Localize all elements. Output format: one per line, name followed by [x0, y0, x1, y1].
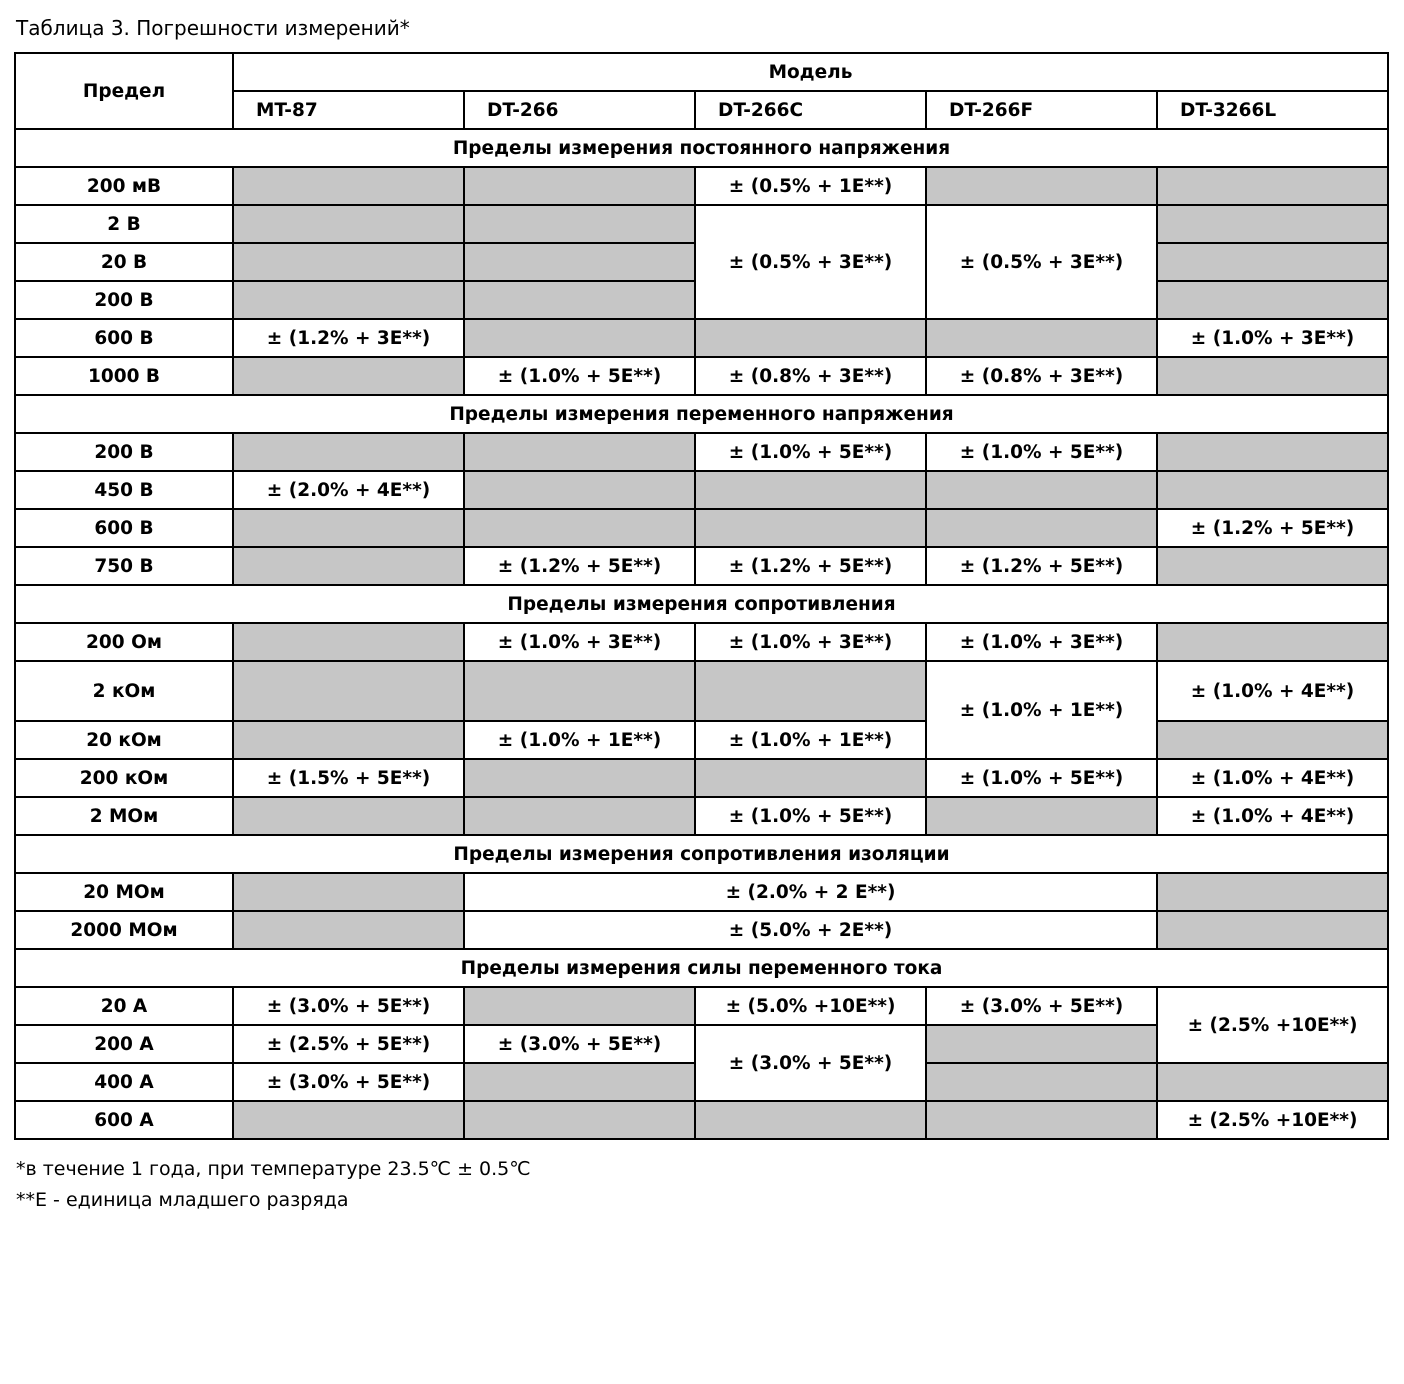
row-limit: 200 В [15, 281, 233, 319]
cell-dt-266: ± (1.2% + 5E**) [464, 547, 695, 585]
cell-dt-266c [695, 661, 926, 721]
section-header-row [15, 585, 1388, 623]
row-limit: 20 А [15, 987, 233, 1025]
cell-dt-3266l: ± (2.5% +10E**) [1157, 1101, 1388, 1139]
cell-mt-87 [233, 357, 464, 395]
row-limit: 2 МОм [15, 797, 233, 835]
measurement-accuracy-table [14, 52, 1389, 1140]
cell-dt-3266l [1157, 357, 1388, 395]
cell-mt-87 [233, 205, 464, 243]
table-row [15, 1101, 1388, 1139]
table-row [15, 167, 1388, 205]
cell-dt-266 [464, 471, 695, 509]
table-row [15, 911, 1388, 949]
cell-dt-266c [695, 1101, 926, 1139]
cell-dt-3266l [1157, 167, 1388, 205]
cell-dt-266f: ± (1.0% + 3E**) [926, 623, 1157, 661]
cell-dt-266c: ± (5.0% +10E**) [695, 987, 926, 1025]
cell-dt-266f [926, 1025, 1157, 1063]
header-model-dt-3266l: DT-3266L [1157, 91, 1388, 129]
cell-mt-87 [233, 547, 464, 585]
cell-dt-266c [695, 471, 926, 509]
cell-mt-87 [233, 509, 464, 547]
cell-dt-266f: ± (0.8% + 3E**) [926, 357, 1157, 395]
cell-dt-266c [695, 759, 926, 797]
cell-dt-266f: ± (3.0% + 5E**) [926, 987, 1157, 1025]
row-limit: 200 В [15, 433, 233, 471]
cell-mt-87 [233, 1101, 464, 1139]
table-row [15, 623, 1388, 661]
cell-dt-266c: ± (0.5% + 1E**) [695, 167, 926, 205]
header-model-mt-87: MT-87 [233, 91, 464, 129]
cell-mt-87 [233, 661, 464, 721]
cell-dt-266 [464, 797, 695, 835]
cell-dt-266 [464, 319, 695, 357]
cell-dt-266 [464, 167, 695, 205]
table-header [15, 53, 1388, 129]
table-body [15, 129, 1388, 1139]
row-limit: 2 кОм [15, 661, 233, 721]
cell-dt-3266l [1157, 205, 1388, 243]
cell-dt-266: ± (3.0% + 5E**) [464, 1025, 695, 1063]
cell-mt-87: ± (1.5% + 5E**) [233, 759, 464, 797]
row-limit: 2 В [15, 205, 233, 243]
cell-dt-266c: ± (1.0% + 5E**) [695, 433, 926, 471]
row-limit: 1000 В [15, 357, 233, 395]
row-limit: 2000 МОм [15, 911, 233, 949]
cell-dt-3266l: ± (1.0% + 4E**) [1157, 661, 1388, 721]
table-row [15, 661, 1388, 721]
section-title-ac-voltage: Пределы измерения переменного напряжения [15, 395, 1388, 433]
cell-dt-266c: ± (1.0% + 5E**) [695, 797, 926, 835]
cell-dt-266f [926, 797, 1157, 835]
header-model-dt-266: DT-266 [464, 91, 695, 129]
cell-mt-87: ± (1.2% + 3E**) [233, 319, 464, 357]
header-model-dt-266c: DT-266C [695, 91, 926, 129]
cell-dt-3266l: ± (1.2% + 5E**) [1157, 509, 1388, 547]
table-row [15, 759, 1388, 797]
cell-dt-266f [926, 1101, 1157, 1139]
cell-dt-266 [464, 281, 695, 319]
cell-dt-266-266c-266f: ± (5.0% + 2E**) [464, 911, 1157, 949]
cell-dt-266c: ± (3.0% + 5E**) [695, 1025, 926, 1101]
cell-dt-3266l [1157, 721, 1388, 759]
header-model-dt-266f: DT-266F [926, 91, 1157, 129]
cell-mt-87: ± (2.0% + 4E**) [233, 471, 464, 509]
row-limit: 750 В [15, 547, 233, 585]
note-least-significant-digit: **Е - единица младшего разряда [16, 1189, 349, 1211]
cell-dt-266f: ± (0.5% + 3E**) [926, 205, 1157, 319]
cell-dt-3266l [1157, 243, 1388, 281]
section-title-insulation: Пределы измерения сопротивления изоляции [15, 835, 1388, 873]
cell-dt-266c: ± (1.2% + 5E**) [695, 547, 926, 585]
table-row [15, 547, 1388, 585]
cell-mt-87 [233, 623, 464, 661]
cell-dt-266 [464, 1101, 695, 1139]
cell-mt-87 [233, 911, 464, 949]
cell-mt-87: ± (2.5% + 5E**) [233, 1025, 464, 1063]
cell-dt-266 [464, 433, 695, 471]
section-header-row [15, 949, 1388, 987]
table-row [15, 433, 1388, 471]
row-limit: 20 В [15, 243, 233, 281]
cell-mt-87: ± (3.0% + 5E**) [233, 987, 464, 1025]
section-title-resistance: Пределы измерения сопротивления [15, 585, 1388, 623]
cell-dt-3266l [1157, 911, 1388, 949]
cell-dt-3266l: ± (1.0% + 3E**) [1157, 319, 1388, 357]
cell-dt-3266l [1157, 547, 1388, 585]
cell-mt-87 [233, 243, 464, 281]
cell-dt-266 [464, 243, 695, 281]
header-limit: Предел [15, 53, 233, 129]
cell-dt-266 [464, 759, 695, 797]
cell-dt-266f: ± (1.0% + 5E**) [926, 759, 1157, 797]
table-row [15, 987, 1388, 1025]
cell-dt-266f [926, 319, 1157, 357]
cell-dt-266c [695, 509, 926, 547]
cell-dt-3266l: ± (2.5% +10E**) [1157, 987, 1388, 1063]
cell-dt-266 [464, 509, 695, 547]
cell-dt-266f [926, 509, 1157, 547]
cell-mt-87 [233, 433, 464, 471]
cell-dt-3266l [1157, 471, 1388, 509]
section-header-row [15, 129, 1388, 167]
row-limit: 450 В [15, 471, 233, 509]
header-row-top [15, 53, 1388, 91]
row-limit: 200 кОм [15, 759, 233, 797]
header-model: Модель [233, 53, 1388, 91]
row-limit: 200 мВ [15, 167, 233, 205]
cell-mt-87 [233, 797, 464, 835]
cell-dt-266f: ± (1.0% + 5E**) [926, 433, 1157, 471]
row-limit: 20 кОм [15, 721, 233, 759]
cell-dt-266c [695, 319, 926, 357]
cell-dt-266f [926, 1063, 1157, 1101]
row-limit: 200 А [15, 1025, 233, 1063]
cell-dt-3266l [1157, 1063, 1388, 1101]
cell-dt-266f [926, 471, 1157, 509]
cell-dt-3266l [1157, 433, 1388, 471]
cell-mt-87 [233, 281, 464, 319]
cell-dt-266c: ± (1.0% + 3E**) [695, 623, 926, 661]
cell-dt-266: ± (1.0% + 1E**) [464, 721, 695, 759]
table-row [15, 357, 1388, 395]
cell-dt-266c: ± (0.8% + 3E**) [695, 357, 926, 395]
cell-dt-266f: ± (1.2% + 5E**) [926, 547, 1157, 585]
cell-dt-3266l: ± (1.0% + 4E**) [1157, 797, 1388, 835]
cell-dt-3266l [1157, 623, 1388, 661]
row-limit: 600 В [15, 319, 233, 357]
table-row [15, 205, 1388, 243]
cell-dt-266: ± (1.0% + 5E**) [464, 357, 695, 395]
table-row [15, 319, 1388, 357]
cell-dt-266f [926, 167, 1157, 205]
cell-dt-266f: ± (1.0% + 1E**) [926, 661, 1157, 759]
cell-dt-266c: ± (0.5% + 3E**) [695, 205, 926, 319]
cell-dt-3266l: ± (1.0% + 4E**) [1157, 759, 1388, 797]
cell-dt-266c: ± (1.0% + 1E**) [695, 721, 926, 759]
cell-mt-87: ± (3.0% + 5E**) [233, 1063, 464, 1101]
cell-dt-3266l [1157, 873, 1388, 911]
section-title-dc-voltage: Пределы измерения постоянного напряжения [15, 129, 1388, 167]
cell-mt-87 [233, 721, 464, 759]
table-row [15, 721, 1388, 759]
table-row [15, 873, 1388, 911]
cell-dt-266: ± (1.0% + 3E**) [464, 623, 695, 661]
table-row [15, 797, 1388, 835]
cell-mt-87 [233, 167, 464, 205]
cell-dt-266 [464, 661, 695, 721]
table-row [15, 509, 1388, 547]
cell-mt-87 [233, 873, 464, 911]
table-notes [16, 1154, 1390, 1216]
table-caption: Таблица 3. Погрешности измерений* [16, 16, 410, 40]
section-header-row [15, 835, 1388, 873]
row-limit: 200 Ом [15, 623, 233, 661]
section-header-row [15, 395, 1388, 433]
row-limit: 20 МОм [15, 873, 233, 911]
cell-dt-266 [464, 205, 695, 243]
cell-dt-3266l [1157, 281, 1388, 319]
row-limit: 600 А [15, 1101, 233, 1139]
cell-dt-266-266c-266f: ± (2.0% + 2 E**) [464, 873, 1157, 911]
cell-dt-266 [464, 1063, 695, 1101]
cell-dt-266 [464, 987, 695, 1025]
note-temperature: *в течение 1 года, при температуре 23.5℃ ± 0.5℃ [16, 1158, 531, 1180]
table-row [15, 471, 1388, 509]
section-title-ac-current: Пределы измерения силы переменного тока [15, 949, 1388, 987]
row-limit: 600 В [15, 509, 233, 547]
row-limit: 400 А [15, 1063, 233, 1101]
